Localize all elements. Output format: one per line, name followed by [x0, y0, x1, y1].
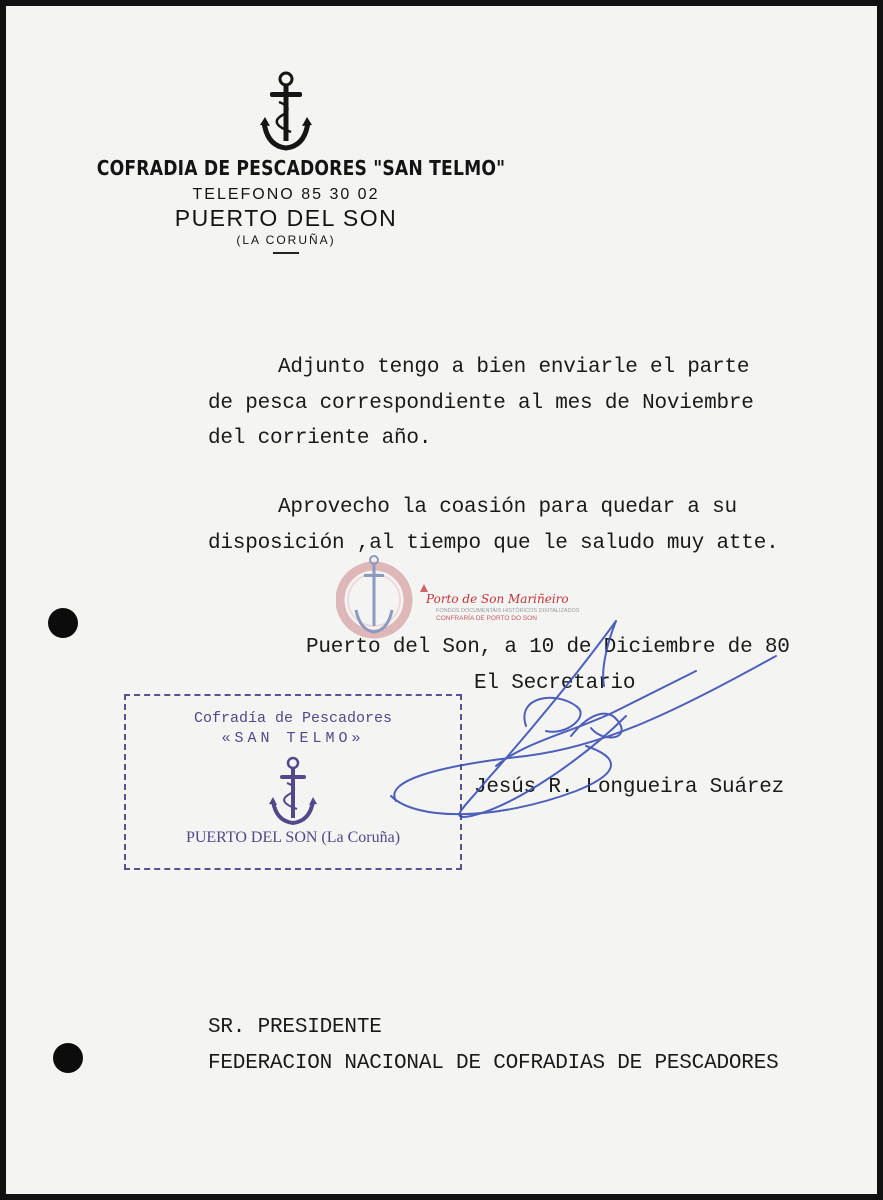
letterhead-divider: [273, 252, 299, 254]
body-line: del corriente año.: [208, 427, 432, 450]
body-line: disposición ,al tiempo que le saludo muy atte.: [208, 532, 779, 555]
punch-hole-bottom: [53, 1043, 83, 1073]
province-name: (LA CORUÑA): [236, 233, 336, 247]
signatory-role: El Secretario: [474, 672, 636, 695]
watermark-title: Porto de Son Mariñeiro: [426, 592, 569, 606]
body-line: de pesca correspondiente al mes de Noviembre: [208, 392, 754, 415]
city-name: PUERTO DEL SON: [174, 205, 398, 231]
watermark-organization: CONFRARÍA DE PORTO DO SON: [436, 615, 537, 622]
handwritten-signature: [376, 616, 796, 836]
body-line: Aprovecho la coasión para quedar a su: [278, 496, 737, 519]
watermark-subtitle: FONDOS DOCUMENTAIS HISTÓRICOS DIXITALIZADOS: [436, 608, 580, 614]
date-line: Puerto del Son, a 10 de Diciembre de 80: [306, 636, 790, 659]
stamp-line-1: Cofradía de Pescadores: [193, 710, 393, 727]
document-page: [6, 6, 877, 1194]
addressee-organization: FEDERACION NACIONAL DE COFRADIAS DE PESCADORES: [208, 1052, 779, 1075]
organization-name: COFRADIA DE PESCADORES "SAN TELMO": [96, 156, 506, 180]
signatory-name: Jesús R. Longueira Suárez: [474, 776, 785, 799]
anchor-icon: [259, 70, 313, 152]
stamp-line-2: «SAN TELMO»: [221, 730, 365, 747]
body-line: Adjunto tengo a bien enviarle el parte: [278, 356, 750, 379]
stamp-line-3: PUERTO DEL SON (La Coruña): [185, 829, 401, 846]
stamp-anchor-icon: [268, 755, 318, 827]
phone-number: TELEFONO 85 30 02: [192, 186, 380, 203]
letterhead: [66, 70, 506, 254]
punch-hole-top: [48, 608, 78, 638]
addressee-title: SR. PRESIDENTE: [208, 1016, 382, 1039]
